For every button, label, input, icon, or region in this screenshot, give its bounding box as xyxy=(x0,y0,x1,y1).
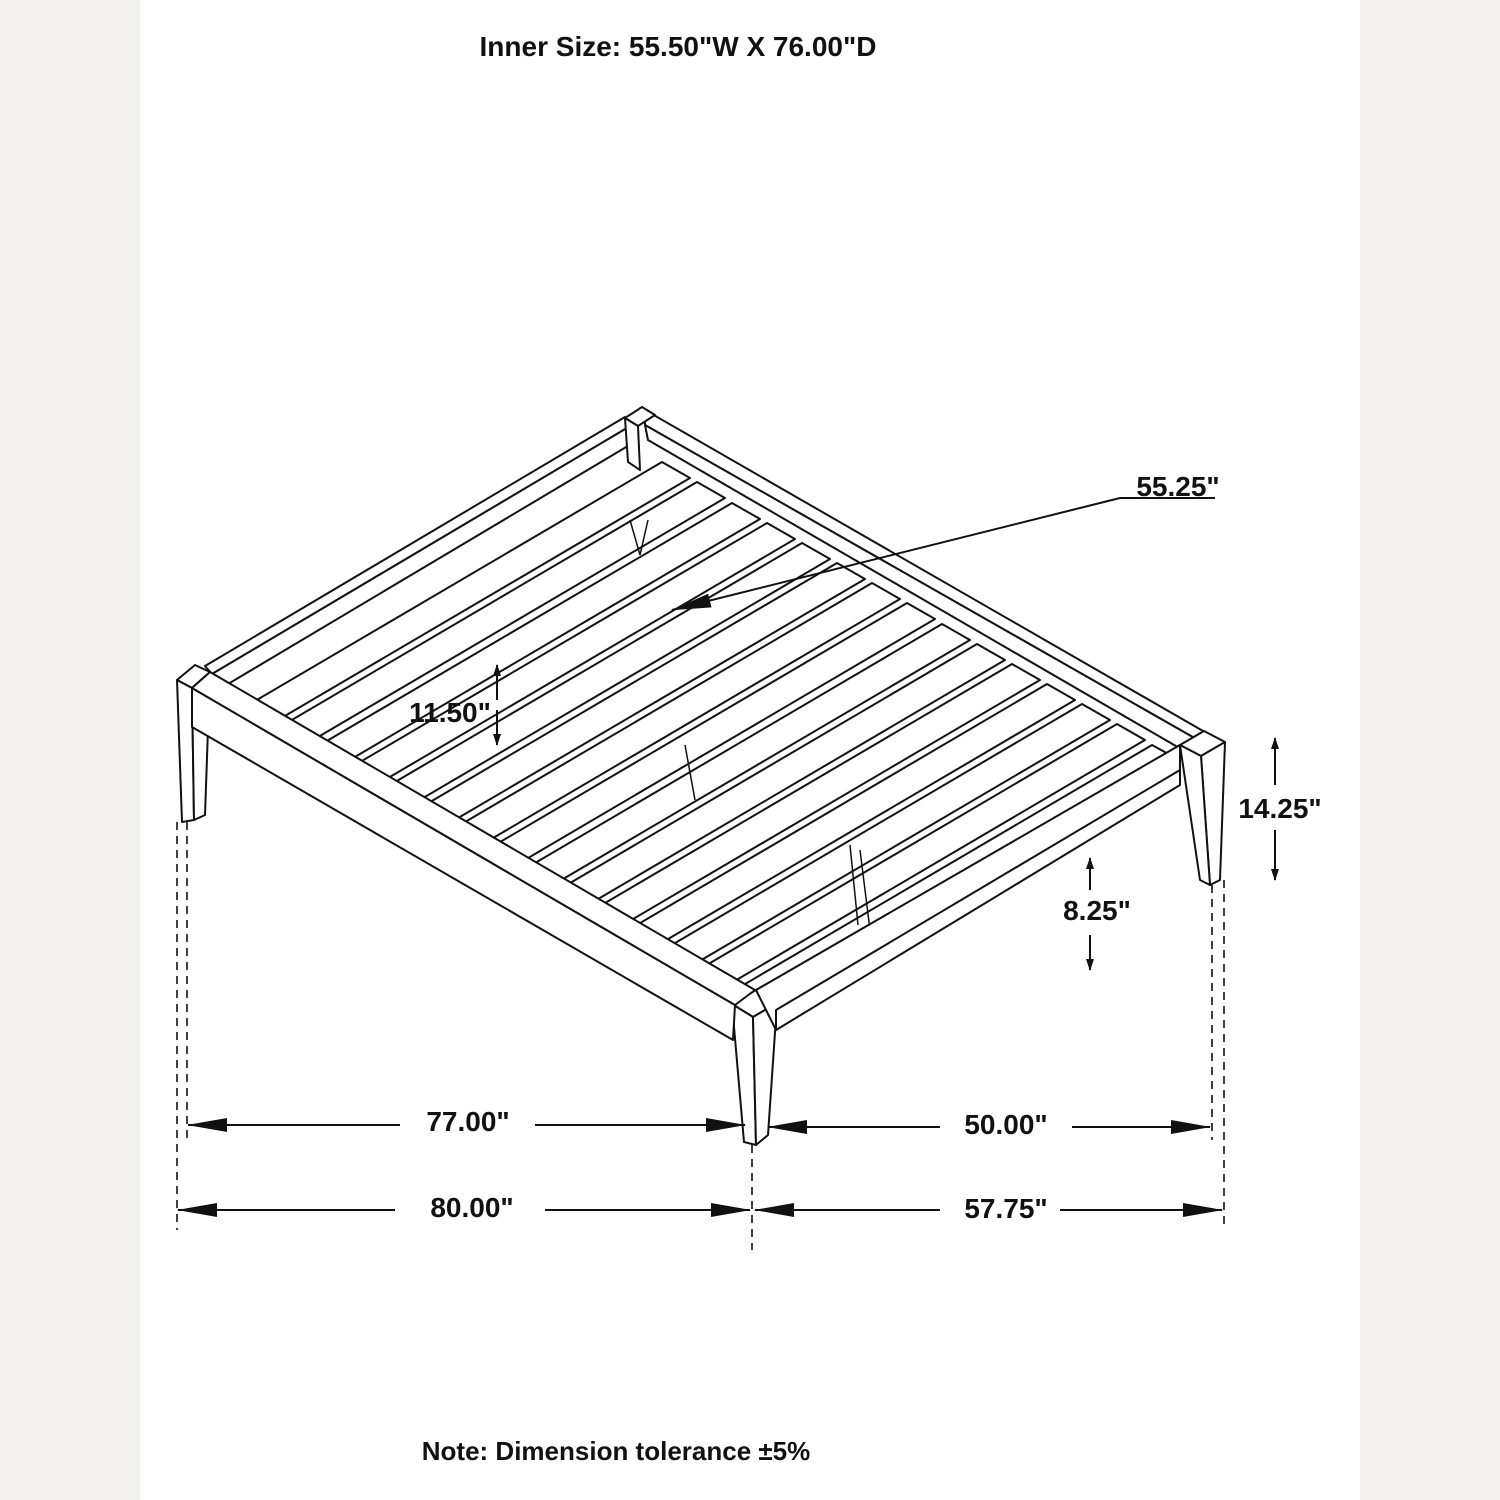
overall-length-label: 80.00" xyxy=(430,1192,514,1223)
leg-back-right xyxy=(1180,731,1225,885)
slat-clearance-label: 11.50" xyxy=(409,697,491,728)
inner-width-label: 50.00" xyxy=(964,1109,1048,1140)
extension-lines xyxy=(177,822,1224,1250)
bed-frame xyxy=(177,407,1225,1145)
under-bed-clearance-label: 8.25" xyxy=(1063,895,1131,926)
overall-width-label: 57.75" xyxy=(964,1193,1048,1224)
slats xyxy=(250,462,1172,998)
slat-length-label: 55.25" xyxy=(1136,471,1220,502)
overall-height-label: 14.25" xyxy=(1238,793,1322,824)
inner-length-label: 77.00" xyxy=(426,1106,510,1137)
inner-size-title: Inner Size: 55.50"W X 76.00"D xyxy=(479,31,877,62)
tolerance-note: Note: Dimension tolerance ±5% xyxy=(421,1436,811,1466)
